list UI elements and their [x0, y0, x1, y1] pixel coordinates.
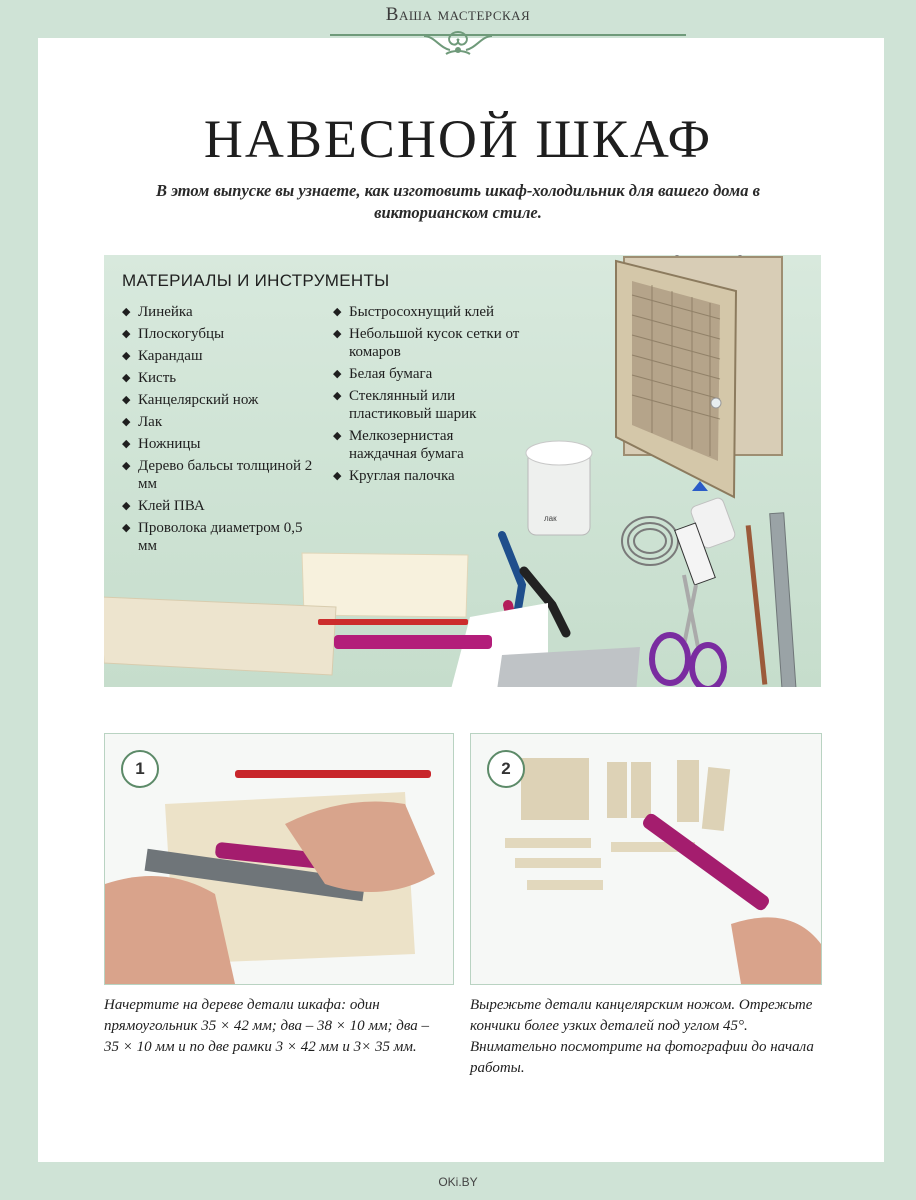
header-rule-right — [496, 34, 686, 36]
list-item: ◆ Ножницы — [122, 436, 201, 452]
metal-ruler — [770, 513, 797, 687]
diamond-bullet-icon: ◆ — [122, 438, 131, 450]
list-item: ◆ Проволока диаметром 0,5 мм — [122, 520, 303, 554]
diamond-bullet-icon: ◆ — [333, 390, 342, 402]
step-number: 1 — [121, 750, 159, 788]
glue-bottle — [675, 481, 737, 585]
list-item: ◆ Мелкозернистая наждачная бумага — [333, 428, 464, 462]
list-item: ◆ Быстросохнущий клей — [333, 304, 495, 320]
step-2-caption: Вырежьте детали канцелярским ножом. Отрежьте кончики более узких деталей под углом 45°. Внимательно посмотрите на фотографии до начала работы. — [470, 997, 814, 1076]
diamond-bullet-icon: ◆ — [122, 328, 131, 340]
step-number: 2 — [487, 750, 525, 788]
section-title: Ваша мастерская — [385, 4, 531, 25]
svg-text:лак: лак — [544, 514, 557, 523]
materials-heading: МАТЕРИАЛЫ И ИНСТРУМЕНТЫ — [122, 271, 390, 290]
balsa-plank — [104, 597, 336, 675]
diamond-bullet-icon: ◆ — [122, 460, 131, 472]
craft-knife — [334, 635, 492, 649]
brush — [746, 525, 768, 685]
diamond-bullet-icon: ◆ — [333, 368, 342, 380]
list-item: ◆ Белая бумага — [333, 366, 433, 382]
diamond-bullet-icon: ◆ — [122, 394, 131, 406]
list-item: ◆ Кисть — [122, 370, 177, 386]
list-item: ◆ Дерево бальсы толщиной 2 мм — [122, 458, 313, 492]
intro-text: В этом выпуске вы узнаете, как изготовить шкаф-холодильник для вашего дома в викторианском стиле. — [156, 181, 760, 222]
section-header — [0, 0, 916, 60]
materials-list-1 — [122, 303, 322, 559]
watermark: OKi.BY — [438, 1175, 478, 1189]
list-item: ◆ Небольшой кусок сетки от комаров — [333, 326, 520, 360]
cabinet-illustration — [616, 255, 782, 497]
list-item: ◆ Круглая палочка — [333, 468, 455, 484]
diamond-bullet-icon: ◆ — [122, 350, 131, 362]
diamond-bullet-icon: ◆ — [333, 430, 342, 442]
step-2-photo — [470, 733, 822, 985]
wire-coil — [622, 517, 678, 565]
ornament-icon — [420, 26, 496, 60]
page-title: НАВЕСНОЙ ШКАФ — [203, 109, 713, 169]
materials-panel — [104, 255, 821, 687]
diamond-bullet-icon: ◆ — [333, 470, 342, 482]
scissors — [652, 575, 724, 687]
list-item: ◆ Карандаш — [122, 348, 203, 364]
diamond-bullet-icon: ◆ — [122, 372, 131, 384]
diamond-bullet-icon: ◆ — [122, 306, 131, 318]
step-1-caption: Начертите на дереве детали шкафа: один прямоугольник 35 × 42 мм; два – 38 × 10 мм; два – 35 × 10 мм и по две рамки 3 × 42 мм и 3× 35 мм. — [104, 997, 430, 1055]
diamond-bullet-icon: ◆ — [333, 306, 342, 318]
list-item: ◆ Линейка — [122, 304, 193, 320]
list-item: ◆ Канцелярский нож — [122, 392, 259, 408]
list-item: ◆ Клей ПВА — [122, 498, 205, 514]
list-item: ◆ Плоскогубцы — [122, 326, 225, 342]
diamond-bullet-icon: ◆ — [122, 416, 131, 428]
list-item: ◆ Лак — [122, 414, 163, 430]
pencil — [318, 619, 468, 625]
diamond-bullet-icon: ◆ — [122, 522, 131, 534]
list-item: ◆ Стеклянный или пластиковый шарик — [333, 388, 477, 422]
step-1-photo — [104, 733, 454, 985]
lacquer-jar — [526, 441, 592, 535]
diamond-bullet-icon: ◆ — [122, 500, 131, 512]
materials-list-2 — [333, 303, 523, 489]
diamond-bullet-icon: ◆ — [333, 328, 342, 340]
